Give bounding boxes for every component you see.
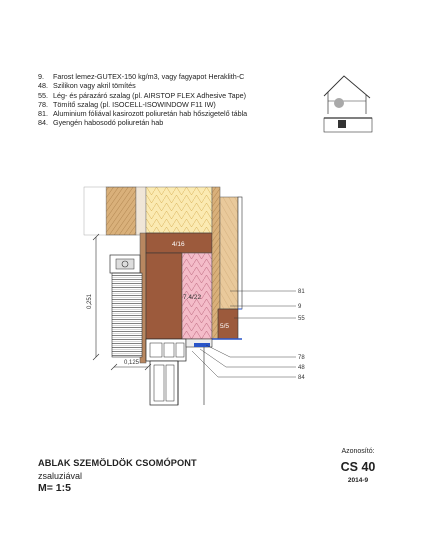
legend-item-number: 81.: [38, 109, 48, 119]
horizontal-dimension-label: 0,125: [124, 360, 140, 366]
legend-item-number: 78.: [38, 99, 48, 109]
legend-item: [38, 100, 318, 109]
callout-48: 48: [298, 365, 305, 371]
legend-item: [38, 72, 318, 81]
legend-item-text: Gyengén habosodó poliuretán hab: [53, 118, 164, 128]
title-block: [38, 458, 197, 494]
callout-78: 78: [298, 355, 305, 361]
render-layer: [238, 197, 242, 309]
window-frame-head: [146, 339, 186, 361]
blind-slats: [112, 273, 142, 357]
wood-stud: [146, 253, 182, 339]
leader-78-a: [206, 345, 230, 357]
legend-item: [38, 91, 318, 100]
callout-9: 9: [298, 304, 302, 310]
legend-item: [38, 81, 318, 90]
pale-insulation: [146, 187, 212, 233]
callout-55: 55: [298, 316, 305, 322]
thumbnail-foundation: [324, 118, 372, 132]
legend-item: [38, 118, 318, 127]
identifier-block: [326, 448, 390, 484]
legend-item-text: Lég- és párazáró szalag (pl. AIRSTOP FLEX Adhesive Tape): [53, 90, 246, 100]
facade-left: [84, 187, 106, 235]
vertical-dimension-label: 0,251: [87, 293, 93, 309]
layer-label-top: 4/16: [172, 241, 185, 248]
legend-item-number: 48.: [38, 81, 48, 91]
legend-item-number: 9.: [38, 72, 44, 81]
drawing-scale: M= 1:5: [38, 482, 71, 494]
sealing-tape: [194, 343, 210, 347]
callout-84: 84: [298, 375, 305, 381]
location-thumbnail: [322, 70, 374, 136]
thumbnail-footing: [338, 120, 346, 128]
drawing-title: ABLAK SZEMÖLDÖK CSOMÓPONT: [38, 458, 197, 468]
blind-mechanism: [116, 259, 134, 269]
legend-item-text: Farost lemez-GUTEX-150 kg/m3, vagy fagyapot Heraklith-C: [53, 72, 245, 81]
legend-item-text: Aluminium fóliával kasirozott poliuretán hab hőszigetelő tábla: [53, 109, 248, 119]
callout-81: 81: [298, 289, 305, 295]
layer-label-bottom: 5/5: [220, 323, 230, 330]
identifier-code: CS 40: [340, 460, 376, 474]
drawing-subtitle: zsaluziával: [38, 471, 83, 481]
thumbnail-roof: [324, 76, 370, 98]
legend-item-text: Tömítő szalag (pl. ISOCELL-ISOWINDOW F11 IW): [53, 99, 216, 109]
legend-item: [38, 109, 318, 118]
thumbnail-detail-marker: [334, 98, 344, 108]
exterior-board-left: [106, 187, 136, 235]
legend-item-text: Szilikon vagy akril tömítés: [53, 81, 136, 91]
legend-item-number: 55.: [38, 90, 48, 100]
leader-84-a: [192, 351, 218, 377]
layer-label-middle: 7.4/22: [183, 294, 202, 301]
frame-strip: [136, 187, 146, 235]
section-drawing: [84, 187, 304, 407]
identifier-date: 2014-9: [347, 477, 369, 484]
legend: [38, 72, 318, 128]
wood-fibre-board: [220, 197, 238, 309]
identifier-label: Azonosító:: [341, 448, 375, 455]
legend-item-number: 84.: [38, 118, 48, 128]
